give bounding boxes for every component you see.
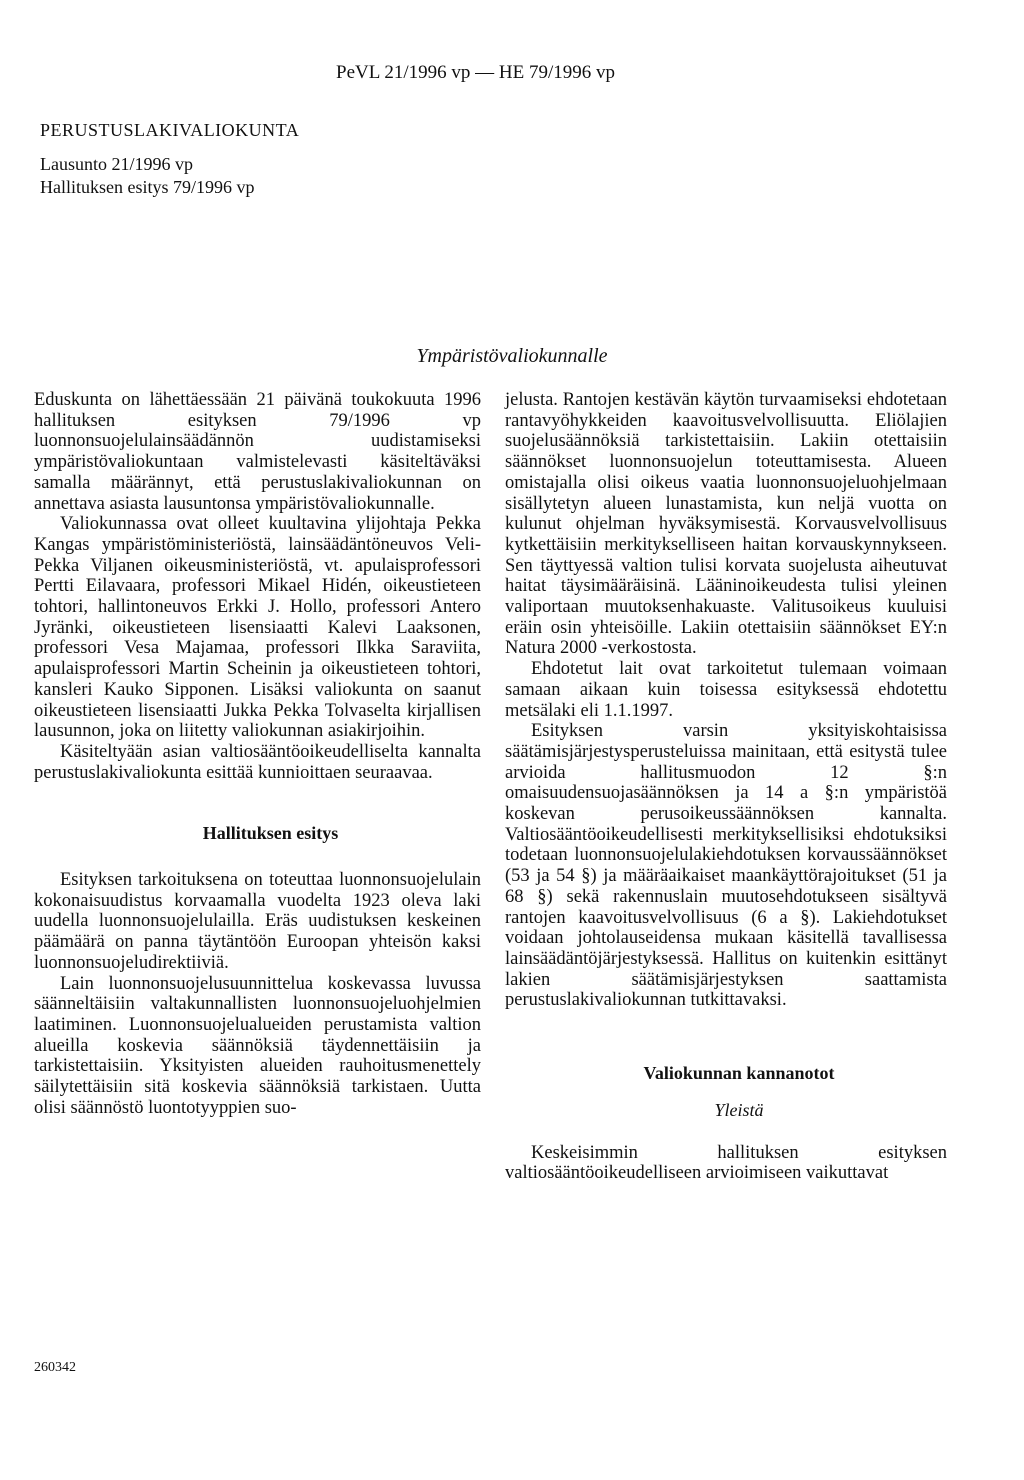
paragraph: Käsiteltyään asian valtiosääntöoikeudelliselta kannalta perustuslakivaliokunta esittää kunnioittaen seuraavaa. <box>34 741 481 783</box>
proposal-number: Hallituksen esitys 79/1996 vp <box>40 177 255 197</box>
right-column <box>505 390 947 1184</box>
paragraph: Eduskunta on lähettäessään 21 päivänä toukokuuta 1996 hallituksen esityksen 79/1996 vp luonnonsuojelulainsäädännön uudistamiseksi ympäristövaliokuntaan valmistelevasti käsiteltäväksi samalla määrännyt, että perustuslakivaliokunnan on annettava asiasta lausuntonsa ympäristövaliokunnalle. <box>34 390 481 514</box>
subsection-heading-general: Yleistä <box>714 1099 764 1120</box>
paragraph: Keskeisimmin hallituksen esityksen valtiosääntöoikeudelliseen arvioimiseen vaikuttavat <box>505 1142 947 1184</box>
paragraph: Ehdotetut lait ovat tarkoitetut tulemaan voimaan samaan aikaan kuin toisessa esityksessä ehdotettu metsälaki eli 1.1.1997. <box>505 659 947 721</box>
paragraph: Lain luonnonsuojelusuunnittelua koskevassa luvussa säänneltäisiin valtakunnallisten luonnonsuojeluohjelmien laatiminen. Luonnonsuojelualueiden perustamista valtion alueilla koskevia säännöksiä täydennettäisiin ja tarkistettaisiin. Yksityisten alueiden rauhoitusmenettely säilytettäisiin sitä koskevia säännöksiä tarkistaen. Uutta olisi säännöstö luontotyyppien suo- <box>34 973 481 1118</box>
statement-number: Lausunto 21/1996 vp <box>40 154 193 174</box>
document-number: 260342 <box>34 1360 76 1375</box>
paragraph: Valiokunnassa ovat olleet kuultavina ylijohtaja Pekka Kangas ympäristöministeriöstä, lainsäädäntöneuvos Veli-Pekka Viljanen oikeusministeriöstä, vt. apulaisprofessori Pertti Eilavaara, professori Mikael Hidén, oikeustieteen tohtori, hallintoneuvos Erkki J. Hollo, professori Antero Jyränki, oikeustieteen lisensiaatti Kalevi Laaksonen, professori Vesa Majamaa, professori Ilkka Saraviita, apulaisprofessori Martin Scheinin ja oikeustieteen tohtori, kansleri Kauko Sipponen. Lisäksi valiokunta on saanut oikeustieteen lisensiaatti Jukka Pekka Tolvaselta kirjallisen lausunnon, joka on liitetty valiokunnan asiakirjoihin. <box>34 514 481 742</box>
left-column <box>34 390 481 1119</box>
section-heading-government-proposal: Hallituksen esitys <box>202 823 339 844</box>
addressee: Ympäristövaliokunnalle <box>416 345 608 367</box>
paragraph: Esityksen tarkoituksena on toteuttaa luonnonsuojelulain kokonaisuudistus korvaamalla vuodelta 1923 oleva laki uudella luonnonsuojelulailla. Eräs uudistuksen keskeinen päämäärä on panna täytäntöön Euroopan yhteisön kaksi luonnonsuojeludirektiiviä. <box>34 870 481 973</box>
running-header: PeVL 21/1996 vp — HE 79/1996 vp <box>336 62 616 83</box>
section-heading-committee-views: Valiokunnan kannanotot <box>643 1063 835 1084</box>
paragraph: Esityksen varsin yksityiskohtaisissa säätämisjärjestysperusteluissa mainitaan, että esitystä tulee arvioida hallitusmuodon 12 §:n omaisuudensuojasäännöksen ja 14 a §:n ympäristöä koskevan perusoikeussäännöksen kannalta. Valtiosääntöoikeudellisesti merkityksellisiksi ehdotuksiksi todetaan luonnonsuojelulakiehdotuksen korvaussäännökset (53 ja 54 §) ja määräaikaiset maankäyttörajoitukset (51 ja 68 §) sekä rakennuslain muutosehdotukseen sisältyvä rantojen kaavoitusvelvollisuus (6 a §). Lakiehdotukset voidaan johtolauseidensa mukaan käsitellä tavallisessa lainsäädäntöjärjestyksessä. Hallitus on kuitenkin esittänyt lakien säätämisjärjestyksen saattamista perustuslakivaliokunnan tutkittavaksi. <box>505 721 947 1011</box>
committee-name: PERUSTUSLAKIVALIOKUNTA <box>40 120 300 140</box>
paragraph: jelusta. Rantojen kestävän käytön turvaamiseksi ehdotetaan rantavyöhykkeiden kaavoitusvelvollisuutta. Eliölajien suojelusäännöksiä tarkistettaisiin. Lakiin otettaisiin säännökset luonnonsuojelun toteuttamisesta. Alueen omistajalla olisi oikeus vaatia luonnonsuojeluohjelmaan sisällytetyn alueen lunastamista, kun neljä vuotta on kulunut ohjelman hyväksymisestä. Korvausvelvollisuus kytkettäisiin merkitykselliseen haitan korvauskynnykseen. Sen täyttyessä valtion tulisi korvata suojelusta aiheutuvat haitat täysimääräisinä. Lääninoikeudesta tulisi yleinen valiportaan muutoksenhakuaste. Valitusoikeus kuuluisi eräin osin yhteisöille. Lakiin otettaisiin säännökset EY:n Natura 2000 -verkostosta. <box>505 390 947 659</box>
